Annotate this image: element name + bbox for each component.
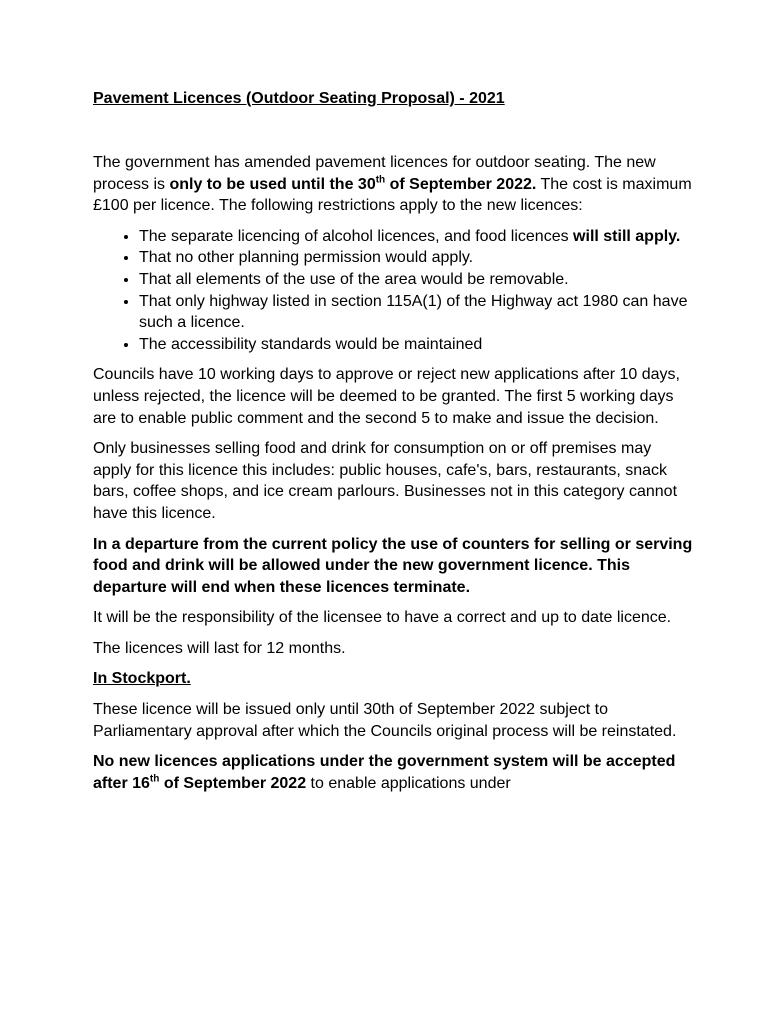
- intro-bold-text: only to be used until the 30: [169, 175, 376, 193]
- deadline-bold-end: of September 2022: [159, 774, 307, 792]
- deadline-bold-text: No new licences applications under the government system will be accepted after 16: [93, 753, 676, 792]
- intro-bold-end: of September 2022.: [385, 175, 537, 193]
- list-item-text: The separate licencing of alcohol licences, and food licences: [139, 227, 574, 245]
- intro-text: The government has amended pavement licences for outdoor seating. The new process is: [93, 154, 656, 193]
- deadline-text: to enable applications under: [306, 774, 511, 792]
- councils-paragraph: Councils have 10 working days to approve or reject new applications after 10 days, unless rejected, the licence will be deemed to be granted. The first 5 working days are to enable public comment and the second 5 to make and issue the decision.: [93, 366, 680, 427]
- list-item: [139, 226, 693, 248]
- duration-paragraph: The licences will last for 12 months.: [93, 639, 346, 657]
- document-title: Pavement Licences (Outdoor Seating Proposal) - 2021: [93, 90, 505, 107]
- intro-paragraph: [93, 152, 693, 217]
- list-item-bold: will still apply.: [573, 227, 681, 245]
- list-item: • That all elements of the use of the area would be removable.: [139, 269, 693, 291]
- responsibility-paragraph: It will be the responsibility of the licensee to have a correct and up to date licence.: [93, 609, 672, 627]
- businesses-paragraph: Only businesses selling food and drink for consumption on or off premises may apply for this licence this includes: public houses, cafe's, bars, restaurants, snack bars, coffee shops, and ice cream parlours. Businesses not in this category cannot have this licence.: [93, 440, 678, 522]
- list-item: • That no other planning permission would apply.: [139, 247, 693, 269]
- departure-bold: In a departure from the current policy the use of counters for selling or serving food and drink will be allowed under the new government licence. This departure will end when these licences terminate.: [93, 535, 693, 596]
- document-body: [93, 88, 693, 803]
- list-item: • The accessibility standards would be maintained: [139, 334, 693, 356]
- stockport-heading: [93, 668, 693, 690]
- stockport-paragraph: These licence will be issued only until 30th of September 2022 subject to Parliamentary approval after which the Councils original process will be reinstated.: [93, 701, 677, 740]
- stockport-heading-text: In Stockport.: [93, 670, 191, 688]
- deadline-superscript: th: [149, 773, 160, 785]
- deadline-paragraph: [93, 751, 693, 794]
- departure-paragraph: [93, 534, 693, 599]
- restrictions-list: [93, 226, 693, 356]
- intro-bold: [169, 176, 536, 193]
- intro-superscript: th: [375, 174, 386, 186]
- list-item: • That only highway listed in section 115A(1) of the Highway act 1980 can have such a licence.: [139, 291, 693, 334]
- intro-cost-text: The cost is maximum £100 per licence. The following restrictions apply to the new licences:: [93, 175, 692, 215]
